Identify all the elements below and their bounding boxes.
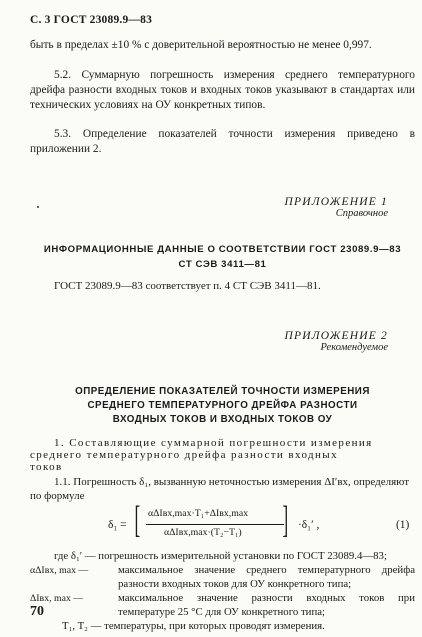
definition-2-text: максимальное значение среднего температурного дрейфа разности входных токов для ОУ конкретного типа;	[118, 564, 415, 590]
page-header: С. 3 ГОСТ 23089.9—83	[30, 14, 153, 26]
section-title-line-3: ВХОДНЫХ ТОКОВ И ВХОДНЫХ ТОКОВ ОУ	[112, 414, 333, 425]
formula-numerator: αΔIвх,max·T₁+ΔIвх,max	[148, 508, 249, 519]
definition-1-text: погрешность измерительной установки по ГОСТ 23089.4—83;	[98, 550, 387, 562]
definition-3-term: ΔIвх, max —	[30, 593, 84, 604]
scan-speck	[37, 206, 39, 208]
item-1-line-2: среднего температурного дрейфа разности входных	[30, 449, 338, 461]
appendix-1-heading	[284, 196, 388, 219]
definition-4-term: T₁, T₂ —	[62, 620, 102, 632]
definition-4	[62, 620, 325, 634]
formula-bracket-left: [	[134, 499, 141, 541]
formula-fraction-bar	[146, 524, 284, 525]
appendix-2-title: ПРИЛОЖЕНИЕ 2	[284, 330, 388, 342]
formula-tail: ·δ₁′ ,	[298, 519, 320, 531]
definition-4-text: температуры, при которых проводят измерения.	[104, 620, 325, 632]
info-title-line-1: ИНФОРМАЦИОННЫЕ ДАННЫЕ О СООТВЕТСТВИИ ГОСТ 23089.9—83	[43, 244, 402, 255]
formula-bracket-right: ]	[282, 499, 289, 541]
definition-2	[30, 564, 415, 591]
appendix-1-title: ПРИЛОЖЕНИЕ 1	[284, 196, 388, 208]
info-text: ГОСТ 23089.9—83 соответствует п. 4 СТ СЭВ 3411—81.	[54, 280, 321, 292]
item-1-1-line-1: 1.1. Погрешность δ₁, вызванную неточностью измерения ΔI′вх, определяют	[54, 476, 410, 488]
definition-2-term: αΔIвх, max —	[30, 565, 89, 576]
definition-1-term: где δ₁′ —	[54, 550, 96, 562]
appendix-1-subtitle: Справочное	[335, 208, 388, 219]
item-1-1-line-2: по формуле	[30, 490, 85, 502]
formula-number: (1)	[396, 519, 410, 531]
info-title-line-2: СТ СЭВ 3411—81	[178, 259, 267, 270]
definition-3-text: максимальное значение разности входных токов при температуре 25 °С для ОУ конкретного типа;	[118, 592, 415, 618]
paragraph-5-3: 5.3. Определение показателей точности измерения приведено в приложении 2.	[30, 128, 415, 155]
definition-3	[30, 592, 415, 619]
appendix-2-subtitle: Рекомендуемое	[320, 342, 388, 353]
item-1-line-3: токов	[30, 461, 63, 473]
formula-denominator: αΔIвх,max·(T₂−T₁)	[164, 527, 242, 538]
section-title-line-1: ОПРЕДЕЛЕНИЕ ПОКАЗАТЕЛЕЙ ТОЧНОСТИ ИЗМЕРЕНИЯ	[75, 386, 370, 397]
paragraph-continuation: быть в пределах ±10 % с доверительной вероятностью не менее 0,997.	[30, 39, 372, 51]
section-title-line-2: СРЕДНЕГО ТЕМПЕРАТУРНОГО ДРЕЙФА РАЗНОСТИ	[87, 400, 358, 411]
item-1-line-1: 1. Составляющие суммарной погрешности измерения	[54, 437, 373, 449]
page-number: 70	[30, 604, 44, 619]
appendix-2-heading	[284, 330, 388, 353]
formula-lhs: δ₁ =	[108, 519, 127, 531]
paragraph-5-2: 5.2. Суммарную погрешность измерения среднего температурного дрейфа разности входных токов и входных токов указывают в стандартах или технических условиях на ОУ конкретных типов.	[30, 69, 415, 111]
definition-1	[54, 550, 387, 564]
